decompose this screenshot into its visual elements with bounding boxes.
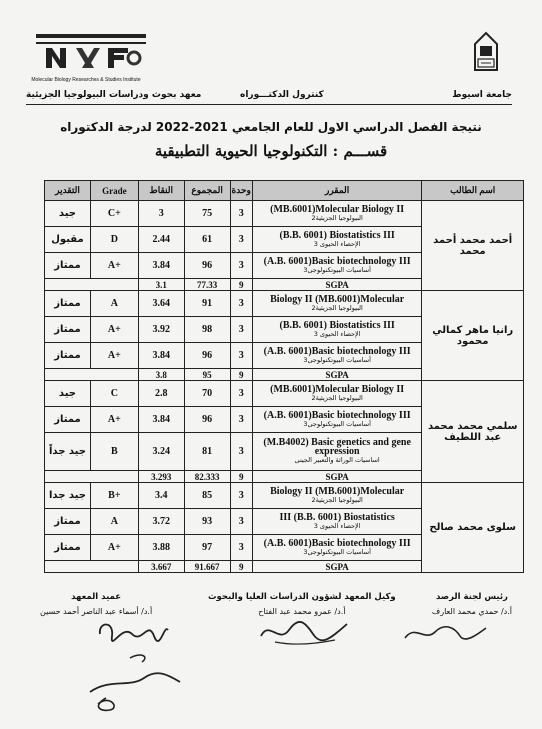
institute-logo-icon	[36, 34, 146, 72]
gpa-units: 9	[230, 471, 252, 483]
cell-course	[252, 535, 421, 561]
gpa-blank	[45, 471, 139, 483]
cell-points: 3.64	[138, 291, 184, 317]
cell-total: 96	[184, 407, 230, 433]
control-name-sig: أ.د/ حمدي محمد العارف	[431, 607, 512, 616]
course-name-en: (MB.6001)Molecular Biology II	[270, 383, 405, 395]
cell-course	[252, 381, 421, 407]
header-units: وحدة	[230, 181, 252, 201]
course-row	[45, 291, 524, 317]
cell-units: 3	[230, 253, 252, 279]
student-name: أحمد محمد أحمد محمد	[422, 201, 524, 291]
course-name-ar: الإحصاء الحيوى 3	[313, 329, 361, 338]
handwritten-signature-dean	[92, 614, 172, 648]
course-row	[45, 483, 524, 509]
university-logo-block	[466, 30, 506, 76]
cell-units: 3	[230, 407, 252, 433]
course-name-ar: البيولوجيا الجزيئية2	[311, 303, 363, 312]
cell-total: 85	[184, 483, 230, 509]
course-row	[45, 201, 524, 227]
cell-units: 3	[230, 483, 252, 509]
course-name-ar: البيولوجيا الجزيئية2	[311, 495, 363, 504]
gpa-total: 95	[184, 369, 230, 381]
institute-name-ar: معهد بحوث ودراسات البيولوجيا الجزيئية	[26, 90, 202, 100]
cell-total: 61	[184, 227, 230, 253]
cell-grade: A	[90, 509, 138, 535]
cell-grade-ar: مقبول	[45, 227, 91, 253]
cell-course	[252, 407, 421, 433]
cell-grade: A+	[90, 535, 138, 561]
gpa-label: SGPA	[252, 369, 421, 381]
gpa-points: 3.8	[138, 369, 184, 381]
cell-total: 70	[184, 381, 230, 407]
handwritten-signature-dean-2	[80, 648, 190, 718]
cell-units: 3	[230, 291, 252, 317]
cell-points: 2.8	[138, 381, 184, 407]
course-name-ar: أساسيات البيوتكنولوجى3	[303, 547, 371, 556]
handwritten-signature-control	[400, 620, 490, 644]
cell-total: 91	[184, 291, 230, 317]
cell-points: 3.24	[138, 433, 184, 471]
cell-course	[252, 509, 421, 535]
cell-total: 96	[184, 253, 230, 279]
gpa-points: 3.1	[138, 279, 184, 291]
cell-points: 3	[138, 201, 184, 227]
cell-grade: A+	[90, 407, 138, 433]
header-student: اسم الطالب	[422, 181, 524, 201]
handwritten-signature-vice	[255, 616, 355, 648]
student-name: رانيا ماهر كمالي محمود	[422, 291, 524, 381]
signature-control-head	[432, 592, 512, 616]
cell-course	[252, 253, 421, 279]
gpa-points: 3.667	[138, 561, 184, 573]
cell-units: 3	[230, 317, 252, 343]
cell-grade-ar: ممتاز	[45, 407, 91, 433]
results-table	[44, 180, 524, 573]
header-grade-ar: التقدير	[45, 181, 91, 201]
gpa-blank	[45, 369, 139, 381]
gpa-label: SGPA	[252, 471, 421, 483]
cell-grade-ar: جيد جدا	[45, 483, 91, 509]
cell-course	[252, 433, 421, 471]
cell-grade: A	[90, 291, 138, 317]
gpa-total: 82.333	[184, 471, 230, 483]
course-name-en: (A.B. 6001)Basic biotechnology III	[263, 409, 411, 421]
cell-total: 96	[184, 343, 230, 369]
cell-grade-ar: جيد جداً	[45, 433, 91, 471]
cell-course	[252, 483, 421, 509]
institute-name-en: Molecular Biology Researches & Studies Institute	[31, 77, 141, 83]
cell-grade: A+	[90, 317, 138, 343]
cell-points: 3.4	[138, 483, 184, 509]
course-name-en: Biology II (MB.6001)Molecular	[270, 485, 405, 497]
course-name-ar: اساسيات الوراثة والتعبير الجينى	[294, 456, 380, 464]
department-title: قســـم : التكنولوجيا الحيوية التطبيقية	[154, 142, 388, 160]
cell-course	[252, 317, 421, 343]
signature-dean	[40, 592, 152, 616]
course-name-en: (A.B. 6001)Basic biotechnology III	[263, 537, 411, 549]
cell-points: 3.84	[138, 253, 184, 279]
course-row	[45, 381, 524, 407]
cell-total: 75	[184, 201, 230, 227]
gpa-label: SGPA	[252, 279, 421, 291]
cell-grade-ar: ممتاز	[45, 253, 91, 279]
cell-total: 98	[184, 317, 230, 343]
course-name-ar: الإحصاء الحيوى 3	[313, 239, 361, 248]
cell-grade: C+	[90, 201, 138, 227]
gpa-units: 9	[230, 279, 252, 291]
cell-grade: D	[90, 227, 138, 253]
cell-course	[252, 343, 421, 369]
dean-name: أ.د/ أسماء عبد الناصر أحمد حسين	[40, 607, 153, 616]
course-name-ar: أساسيات البيوتكنولوجى3	[303, 265, 371, 274]
cell-points: 3.88	[138, 535, 184, 561]
course-name-en: (MB.6001)Molecular Biology II	[270, 203, 405, 215]
cell-grade: C	[90, 381, 138, 407]
cell-grade: A+	[90, 343, 138, 369]
header-divider	[26, 104, 512, 105]
cell-grade: B	[90, 433, 138, 471]
control-title: رئيس لجنة الرصد	[435, 592, 508, 602]
cell-units: 3	[230, 535, 252, 561]
cell-grade-ar: ممتاز	[45, 343, 91, 369]
cell-grade-ar: ممتاز	[45, 317, 91, 343]
course-name-en: (M.B4002) Basic genetics and gene expression	[263, 437, 411, 457]
cell-grade-ar: ممتاز	[45, 291, 91, 317]
cell-units: 3	[230, 381, 252, 407]
cell-grade-ar: ممتاز	[45, 509, 91, 535]
header-points: النقاط	[138, 181, 184, 201]
cell-grade-ar: ممتاز	[45, 535, 91, 561]
gpa-label: SGPA	[252, 561, 421, 573]
cell-points: 2.44	[138, 227, 184, 253]
gpa-points: 3.293	[138, 471, 184, 483]
cell-course	[252, 227, 421, 253]
cell-grade-ar: جيد	[45, 381, 91, 407]
vice-title: وكيل المعهد لشؤون الدراسات العليا والبحوث	[208, 592, 396, 602]
course-name-en: (A.B. 6001)Basic biotechnology III	[263, 345, 411, 357]
cell-units: 3	[230, 509, 252, 535]
student-name: سلمي محمد محمد عبد اللطيف	[422, 381, 524, 483]
gpa-blank	[45, 279, 139, 291]
cell-total: 97	[184, 535, 230, 561]
cell-grade: B+	[90, 483, 138, 509]
cell-total: 81	[184, 433, 230, 471]
course-name-ar: أساسيات البيوتكنولوجى3	[303, 355, 371, 364]
gpa-units: 9	[230, 561, 252, 573]
table-header-row	[45, 181, 524, 201]
cell-points: 3.84	[138, 343, 184, 369]
signature-vice-dean	[208, 592, 396, 616]
course-name-ar: أساسيات البيوتكنولوجى3	[303, 419, 371, 428]
cell-points: 3.92	[138, 317, 184, 343]
cell-units: 3	[230, 343, 252, 369]
cell-course	[252, 201, 421, 227]
course-name-en: (B.B. 6001) Biostatistics III	[279, 229, 395, 241]
cell-points: 3.84	[138, 407, 184, 433]
university-name: جامعة اسيوط	[452, 90, 512, 100]
course-name-ar: البيولوجيا الجزيئية2	[311, 393, 363, 402]
control-name: كنترول الدكتـــوراه	[240, 90, 324, 100]
cell-grade-ar: جيد	[45, 201, 91, 227]
cell-points: 3.72	[138, 509, 184, 535]
cell-grade: A+	[90, 253, 138, 279]
course-name-ar: الإحصاء الحيوى 3	[313, 521, 361, 530]
university-seal-icon	[471, 30, 501, 72]
gpa-units: 9	[230, 369, 252, 381]
header-course: المقرر	[252, 181, 421, 201]
course-name-en: (A.B. 6001)Basic biotechnology III	[263, 255, 411, 267]
gpa-blank	[45, 561, 139, 573]
cell-units: 3	[230, 227, 252, 253]
course-name-en: (B.B. 6001) Biostatistics III	[279, 319, 395, 331]
cell-units: 3	[230, 433, 252, 471]
institute-logo-block	[26, 34, 146, 83]
student-name: سلوى محمد صالح	[422, 483, 524, 573]
course-name-en: Biology II (MB.6001)Molecular	[270, 293, 405, 305]
gpa-total: 77.33	[184, 279, 230, 291]
dean-title: عميد المعهد	[71, 592, 122, 602]
gpa-total: 91.667	[184, 561, 230, 573]
header-total: المجموع	[184, 181, 230, 201]
course-name-ar: البيولوجيا الجزيئية2	[311, 213, 363, 222]
document-title: نتيجة الفصل الدراسي الاول للعام الجامعي 2021-2022 لدرجة الدكتوراه	[60, 120, 482, 134]
vice-name: أ.د/ عمرو محمد عبد الفتاح	[258, 607, 346, 616]
header-grade: Grade	[90, 181, 138, 201]
cell-total: 93	[184, 509, 230, 535]
course-name-en: III (B.B. 6001) Biostatistics	[279, 511, 395, 523]
cell-units: 3	[230, 201, 252, 227]
cell-course	[252, 291, 421, 317]
